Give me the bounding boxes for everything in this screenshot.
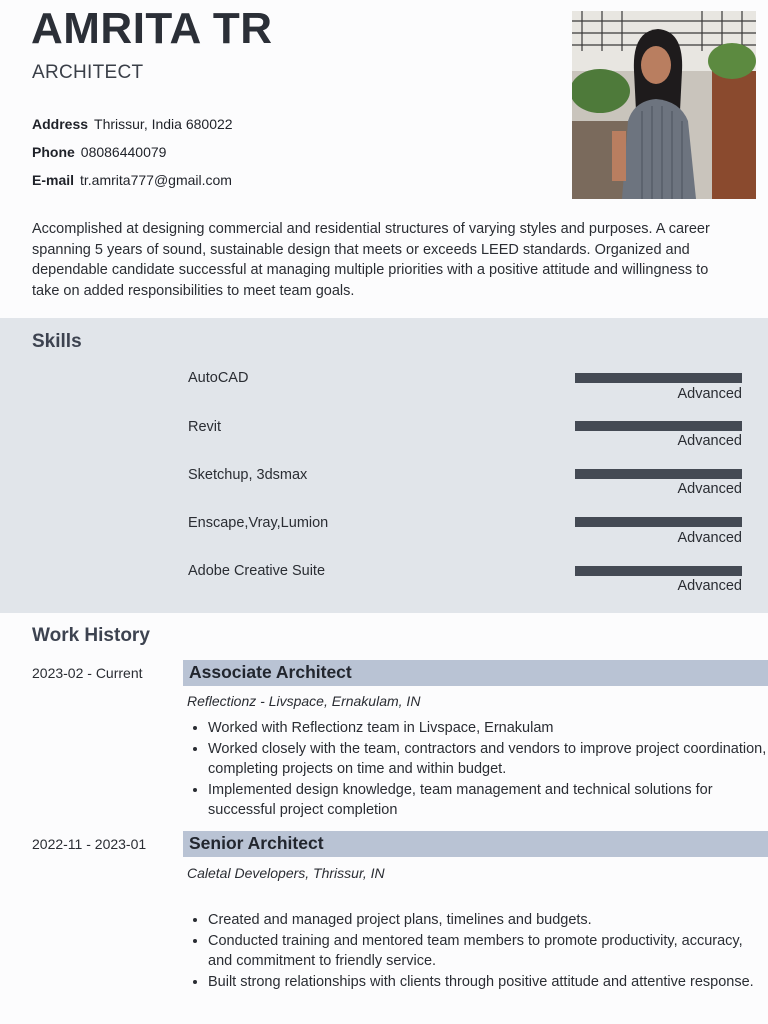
job-title-bar: [183, 831, 768, 857]
profile-photo: [572, 11, 756, 199]
job-date: 2022-11 - 2023-01: [32, 836, 147, 852]
professional-summary: Accomplished at designing commercial and residential structures of varying styles and purposes. A career spanning 5 years of sound, sustainable design that meets or exceeds LEED standards. Organized and dependable candidate successful at managing multiple priorities with a positive attitude and willingness to take on added responsibilities to meet team goals.: [32, 221, 710, 299]
skill-level-bar: [575, 421, 742, 431]
job-title-heading: ARCHITECT: [32, 62, 144, 83]
skill-name: Enscape,Vray,Lumion: [188, 515, 329, 531]
email-label: E-mail: [32, 172, 75, 188]
list-item: • Worked with Reflectionz team in Livspace, Ernakulam: [208, 718, 768, 739]
phone-label: Phone: [32, 144, 75, 160]
email-row: [32, 172, 232, 188]
skill-level-bar: [575, 566, 742, 576]
phone-value: 08086440079: [80, 144, 167, 160]
job-duties-list: [188, 910, 768, 992]
skill-level-text: Advanced: [677, 481, 742, 497]
list-item: • Created and managed project plans, timelines and budgets.: [208, 910, 768, 931]
address-label: Address: [32, 116, 89, 132]
email-value: tr.amrita777@gmail.com: [80, 172, 232, 188]
job-title: Senior Architect: [189, 833, 324, 853]
skill-level-bar: [575, 469, 742, 479]
job-title: Associate Architect: [189, 662, 352, 682]
skill-name: Sketchup, 3dsmax: [188, 467, 308, 483]
skill-level-bar: [575, 517, 742, 527]
skill-level-text: Advanced: [677, 578, 742, 594]
job-company: Caletal Developers, Thrissur, IN: [187, 865, 385, 881]
skill-name: AutoCAD: [188, 370, 249, 386]
skill-level-text: Advanced: [677, 530, 742, 546]
skill-level-bar: [575, 373, 742, 383]
address-row: [32, 116, 233, 132]
skill-level-text: Advanced: [677, 386, 742, 402]
job-title-bar: [183, 660, 768, 686]
job-duties-list: [188, 718, 768, 821]
job-date: 2023-02 - Current: [32, 665, 143, 681]
skill-level-text: Advanced: [677, 433, 742, 449]
list-item: • Conducted training and mentored team members to promote productivity, accuracy, and commitment to friendly service.: [208, 931, 768, 972]
candidate-name: AMRITA TR: [31, 4, 273, 53]
skills-heading: Skills: [32, 331, 82, 352]
list-item: • Worked closely with the team, contractors and vendors to improve project coordination, completing projects on time and within budget.: [208, 739, 768, 780]
phone-row: [32, 144, 166, 160]
job-company: Reflectionz - Livspace, Ernakulam, IN: [187, 693, 421, 709]
list-item: • Built strong relationships with clients through positive attitude and attentive response.: [208, 972, 768, 993]
list-item: • Implemented design knowledge, team management and technical solutions for successful project completion: [208, 780, 768, 821]
address-value: Thrissur, India 680022: [94, 116, 233, 132]
skill-name: Revit: [188, 419, 222, 435]
skill-name: Adobe Creative Suite: [188, 563, 326, 579]
work-history-heading: Work History: [32, 625, 150, 646]
